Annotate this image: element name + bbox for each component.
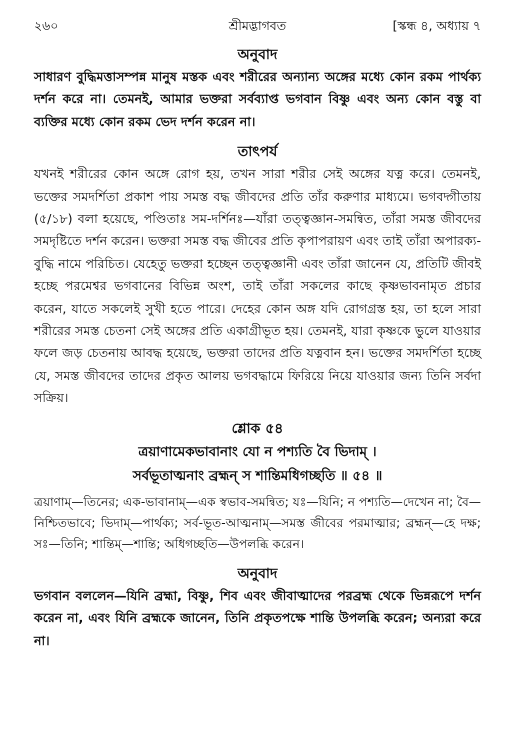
translation-heading: অনুবাদ (237, 47, 278, 63)
purport-text: যখনই শরীরের কোন অঙ্গে রোগ হয়, তখন সারা শরীর সেই অঙ্গের যত্ন করে। তেমনই, ভক্তের সমদর্শিতা প্রকাশ পায় সমস্ত বদ্ধ জীবদের প্রতি তাঁর করুণার মাধ্যমে। ভগবদ্গীতায় (৫/১৮) বলা হয়েছে, পণ্ডিতাঃ সম-দর্শিনঃ—যাঁরা তত্ত্বজ্ঞান-সমন্বিত, তাঁরা সমস্ত জীবদের সমদৃষ্টিতে দর্শন করেন। ভক্তরা সমস্ত বদ্ধ জীবের প্রতি কৃপাপরায়ণ এবং তাই তাঁরা অপারক্য-বুদ্ধি নামে পরিচিত। যেহেতু ভক্তরা হচ্ছেন তত্ত্বজ্ঞানী এবং তাঁরা জানেন যে, প্রতিটি জীবই হচ্ছে পরমেশ্বর ভগবানের বিভিন্ন অংশ, তাই তাঁরা সকলের কাছে কৃষ্ণভাবনামৃত প্রচার করেন, যাতে সকলেই সুখী হতে পারে। দেহের কোন অঙ্গ যদি রোগগ্রস্ত হয়, তা হলে সারা শরীরের সমস্ত চেতনা সেই অঙ্গের প্রতি একাগ্রীভূত হয়। তেমনই, যারা কৃষ্ণকে ভুলে যাওয়ার ফলে জড় চেতনায় আবদ্ধ হয়েছে, ভক্তরা তাদের প্রতি যত্নবান হন। ভক্তের সমদর্শিতা হচ্ছে যে, সমস্ত জীবদের তাদের প্রকৃত আলয় ভগবদ্ধামে ফিরিয়ে নিয়ে যাওয়ার জন্য তিনি সর্বদা সক্রিয়। (34, 166, 481, 406)
book-title: শ্রীমদ্ভাগবত (228, 18, 287, 33)
page-number: ২৬০ (34, 18, 59, 33)
verse-heading: শ্লোক ৫৪ (231, 420, 284, 437)
translation-2-text: ভগবান বললেন—যিনি ব্রহ্মা, বিষ্ণু, শিব এবং জীবাত্মাদের পরব্রহ্ম থেকে ভিন্নরূপে দর্শন করেন না, এবং যিনি ব্রহ্মকে জানেন, তিনি প্রকৃতপক্ষে শান্তি উপলব্ধি করেন; অন্যরা করে না। (34, 587, 481, 648)
verse-line-1: ত্রয়াণামেকভাবানাং যো ন পশ্যতি বৈ ভিদাম্ । (138, 443, 377, 460)
chapter-reference: [স্কন্ধ ৪, অধ্যায় ৭ (392, 18, 481, 33)
translation-2-heading: অনুবাদ (237, 565, 278, 582)
purport-heading: তাৎপর্য (237, 144, 278, 161)
synonyms-text: ত্রয়াণাম্—তিনের; এক-ভাবানাম্—এক স্বভাব-সমন্বিত; যঃ—যিনি; ন পশ্যতি—দেখেন না; বৈ—নিশ্চিতভাবে; ভিদাম্—পার্থক্য; সর্ব-ভূত-আত্মনাম্—সমস্ত জীবের পরমাত্মার; ব্রহ্মন্—হে দক্ষ; সঃ—তিনি; শান্তিম্—শান্তি; অধিগচ্ছতি—উপলব্ধি করেন। (34, 494, 481, 551)
translation-text: সাধারণ বুদ্ধিমত্তাসম্পন্ন মানুষ মস্তক এবং শরীরের অন্যান্য অঙ্গের মধ্যে কোন রকম পার্থক্য দর্শন করে না। তেমনই, আমার ভক্তরা সর্বব্যাপ্ত ভগবান বিষ্ণু এবং অন্য কোন বস্তু বা ব্যক্তির মধ্যে কোন রকম ভেদ দর্শন করেন না। (34, 69, 481, 129)
page-header (34, 18, 481, 40)
verse-line-2: সর্বভূতাত্মনাং ব্রহ্মন্ স শান্তিমধিগচ্ছতি ॥ ৫৪ ॥ (132, 467, 383, 484)
